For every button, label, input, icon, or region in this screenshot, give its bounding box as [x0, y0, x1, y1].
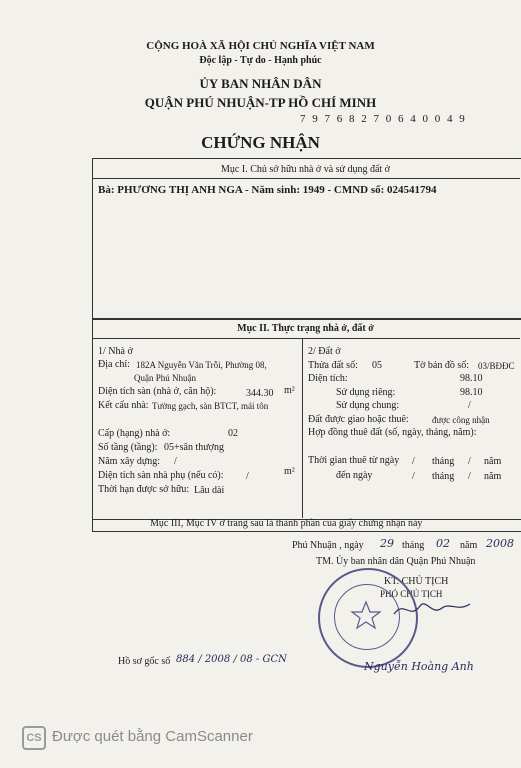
issue-month: 02: [436, 537, 450, 550]
lease-start-year-label: năm: [484, 456, 502, 467]
map-sheet-label: Tờ bản đồ số:: [414, 360, 470, 371]
lease-end-label: đến ngày: [336, 470, 373, 481]
issue-place: Phú Nhuận , ngày: [292, 540, 364, 551]
scanner-footer: [0, 718, 521, 768]
signer-role-1: KT. CHỦ TỊCH: [384, 576, 449, 587]
section1-heading: Mục I. Chủ sở hữu nhà ở và sử dụng đất ở: [221, 164, 390, 175]
structure-value: Tường gạch, sàn BTCT, mái tôn: [152, 401, 269, 411]
issue-year-label: năm: [460, 540, 478, 551]
section1-box: [92, 158, 521, 320]
signer-role-2: PHÓ CHỦ TỊCH: [380, 589, 443, 599]
section2-heading: Mục II. Thực trạng nhà ở, đất ở: [237, 323, 374, 334]
land-label: 2/ Đất ở: [308, 346, 341, 357]
district-heading: QUẬN PHÚ NHUẬN-TP HỒ CHÍ MINH: [144, 95, 377, 110]
section1-divider: [92, 178, 520, 179]
structure-label: Kết cấu nhà:: [98, 400, 149, 411]
issue-day: 29: [380, 537, 394, 550]
lease-start-month-label: tháng: [432, 456, 455, 467]
parcel-label: Thửa đất số:: [308, 360, 358, 371]
private-use-value: 98.10: [460, 387, 483, 398]
camscanner-logo-icon: CS: [22, 726, 46, 750]
lease-end-year-label: năm: [484, 471, 502, 482]
lease-end-day: /: [412, 471, 415, 482]
section2-divider: [92, 338, 520, 339]
document-title: CHỨNG NHẬN: [201, 133, 320, 152]
shared-use-label: Sử dụng chung:: [336, 400, 400, 411]
grade-label: Cấp (hạng) nhà ở:: [98, 428, 171, 439]
floors-label: Số tầng (tầng):: [98, 442, 158, 453]
note-text: Mục III, Mục IV ở trang sau là thành phần của giấy chứng nhận này: [150, 518, 423, 529]
aux-area-value: /: [246, 471, 249, 482]
lease-end-month-label: tháng: [432, 471, 455, 482]
year-built-label: Năm xây dựng:: [98, 456, 161, 467]
land-area-value: 98.10: [460, 373, 483, 384]
year-built-value: /: [174, 456, 177, 467]
parcel-value: 05: [372, 360, 382, 371]
floor-area-unit: m²: [284, 385, 295, 396]
address-label: Địa chỉ:: [98, 359, 130, 370]
lease-start-month: /: [468, 456, 471, 467]
issuer: TM. Ủy ban nhân dân Quận Phú Nhuận: [316, 556, 476, 567]
private-use-label: Sử dụng riêng:: [336, 387, 396, 398]
lease-contract-label: Hợp đồng thuê đất (số, ngày, tháng, năm):: [308, 427, 477, 438]
land-area-label: Diện tích:: [308, 373, 348, 384]
file-number-label: Hồ sơ gốc số: [118, 656, 171, 667]
owner-line: Bà: PHƯƠNG THỊ ANH NGA - Năm sinh: 1949 - CMND số: 024541794: [98, 184, 437, 196]
serial-number: 7 9 7 6 8 2 7 0 6 4 0 0 4 9: [300, 113, 467, 125]
aux-area-unit: m²: [284, 466, 295, 477]
file-number-value: 884 / 2008 / 08 - GCN: [176, 654, 287, 665]
map-sheet-value: 03/BĐĐC: [478, 361, 515, 371]
issue-month-label: tháng: [402, 540, 425, 551]
ownership-term-label: Thời hạn được sở hữu:: [98, 484, 190, 495]
signer-name: Nguyễn Hoàng Anh: [364, 660, 474, 673]
floor-area-value: 344.30: [246, 388, 274, 399]
nation-heading: CỘNG HOÀ XÃ HỘI CHỦ NGHĨA VIỆT NAM: [146, 40, 375, 52]
aux-area-label: Diện tích sàn nhà phụ (nếu có):: [98, 470, 224, 481]
address-value-1: 182A Nguyễn Văn Trỗi, Phường 08,: [136, 360, 267, 370]
lease-end-month: /: [468, 471, 471, 482]
shared-use-value: /: [468, 400, 471, 411]
allocation-label: Đất được giao hoặc thuê:: [308, 414, 409, 425]
lease-start-label: Thời gian thuê từ ngày: [308, 455, 400, 466]
house-label: 1/ Nhà ở: [98, 346, 133, 357]
floor-area-label: Diện tích sàn (nhà ở, căn hộ):: [98, 386, 217, 397]
motto: Độc lập - Tự do - Hạnh phúc: [199, 55, 322, 66]
scanner-watermark: Được quét bằng CamScanner: [52, 728, 253, 745]
ownership-term-value: Lâu dài: [194, 485, 225, 496]
address-value-2: Quận Phú Nhuận: [134, 373, 196, 383]
issue-year: 2008: [486, 537, 514, 550]
signature-scrawl-icon: [392, 596, 472, 622]
authority-heading: ỦY BAN NHÂN DÂN: [199, 76, 322, 91]
floors-value: 05+sân thượng: [164, 442, 224, 453]
grade-value: 02: [228, 428, 238, 439]
section2-column-divider: [302, 338, 303, 518]
lease-start-day: /: [412, 456, 415, 467]
allocation-value: được công nhận: [432, 415, 490, 425]
